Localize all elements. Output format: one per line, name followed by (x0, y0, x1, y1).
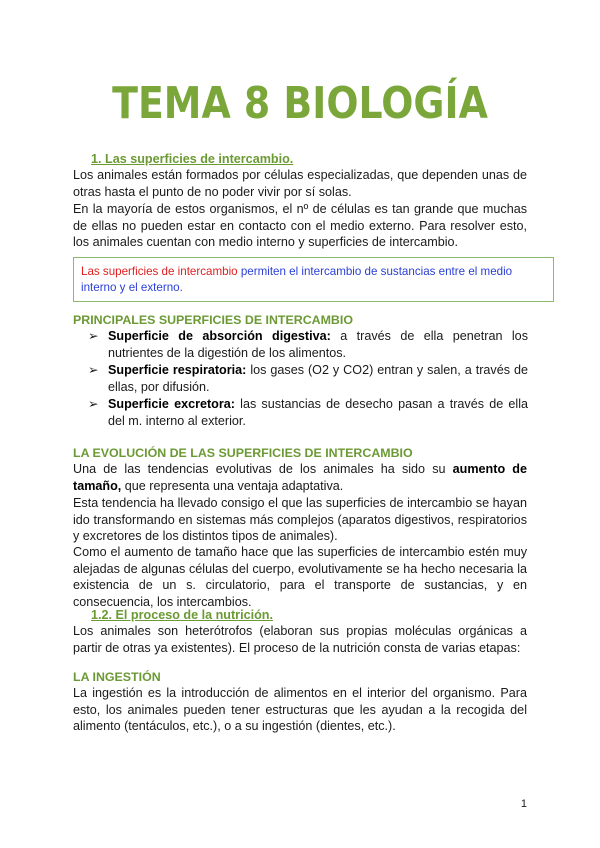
list-item-text: las sustancias de desecho pasan a través de ella del m. interno al exterior. (108, 397, 528, 428)
list-item-term: Superficie de absorción digestiva: (108, 329, 331, 343)
section-heading-nutricion: 1.2. El proceso de la nutrición. (91, 608, 273, 622)
emphasis-aumento: aumento de tamaño, (73, 462, 527, 493)
definition-box (73, 257, 554, 302)
paragraph-ingestion: La ingestión es la introducción de alimentos en el interior del organismo. Para esto, los animales pueden tener estructuras que les ayudan a la recogida del alimento (tentáculos, etc.), o a su ingestión (dientes, etc.). (73, 686, 527, 733)
paragraph-celulas: Los animales están formados por células especializadas, que dependen unas de otras hasta el punto de no poder vivir por sí solas. (73, 168, 527, 199)
list-item (88, 396, 528, 429)
definition-term: Las superficies de intercambio (81, 265, 238, 278)
section-heading-superficies: 1. Las superficies de intercambio. (91, 152, 294, 166)
paragraph-tendencias: Una de las tendencias evolutivas de los animales ha sido su aumento de tamaño, que representa una ventaja adaptativa. (73, 462, 527, 493)
page-title: TEMA 8 BIOLOGÍA (112, 78, 488, 129)
list-item-term: Superficie respiratoria: (108, 363, 247, 377)
list-item-text: a través de ella penetran los nutrientes de la digestión de los alimentos. (108, 329, 528, 360)
arrow-bullet-icon: ➢ (88, 363, 99, 377)
arrow-bullet-icon: ➢ (88, 397, 99, 411)
list-item (88, 362, 528, 395)
list-item-term: Superficie excretora: (108, 397, 235, 411)
paragraph-organismos: En la mayoría de estos organismos, el nº de células es tan grande que muchas de ellas no pueden estar en contacto con el medio externo. Para resolver esto, los animales cuentan con medio interno y superficies de intercambio. (73, 202, 527, 249)
page-number: 1 (520, 798, 527, 810)
list-item (88, 328, 528, 361)
heading-evolucion: LA EVOLUCIÓN DE LAS SUPERFICIES DE INTERCAMBIO (73, 446, 413, 460)
paragraph-sistemas: Esta tendencia ha llevado consigo el que las superficies de intercambio se hayan ido transformando en sistemas más complejos (aparatos digestivos, respiratorios y excretores de los distintos tipos de animales). (73, 496, 527, 543)
arrow-bullet-icon: ➢ (88, 329, 99, 343)
heading-principales: PRINCIPALES SUPERFICIES DE INTERCAMBIO (73, 313, 353, 327)
definition-text: permiten el intercambio de sustancias entre el medio interno y el externo. (81, 265, 513, 294)
paragraph-circulatorio: Como el aumento de tamaño hace que las superficies de intercambio estén muy alejadas de algunas células del cuerpo, evolutivamente se ha hecho necesaria la existencia de un s. circulatorio, para el transporte de sustancias, y en consecuencia, los intercambios. (73, 545, 527, 609)
list-item-text: los gases (O2 y CO2) entran y salen, a través de ellas, por difusión. (108, 363, 528, 394)
heading-ingestion: LA INGESTIÓN (73, 670, 161, 684)
paragraph-heterotrofos: Los animales son heterótrofos (elaboran sus propias moléculas orgánicas a partir de otras ya existentes). El proceso de la nutrición consta de varias etapas: (73, 624, 527, 655)
